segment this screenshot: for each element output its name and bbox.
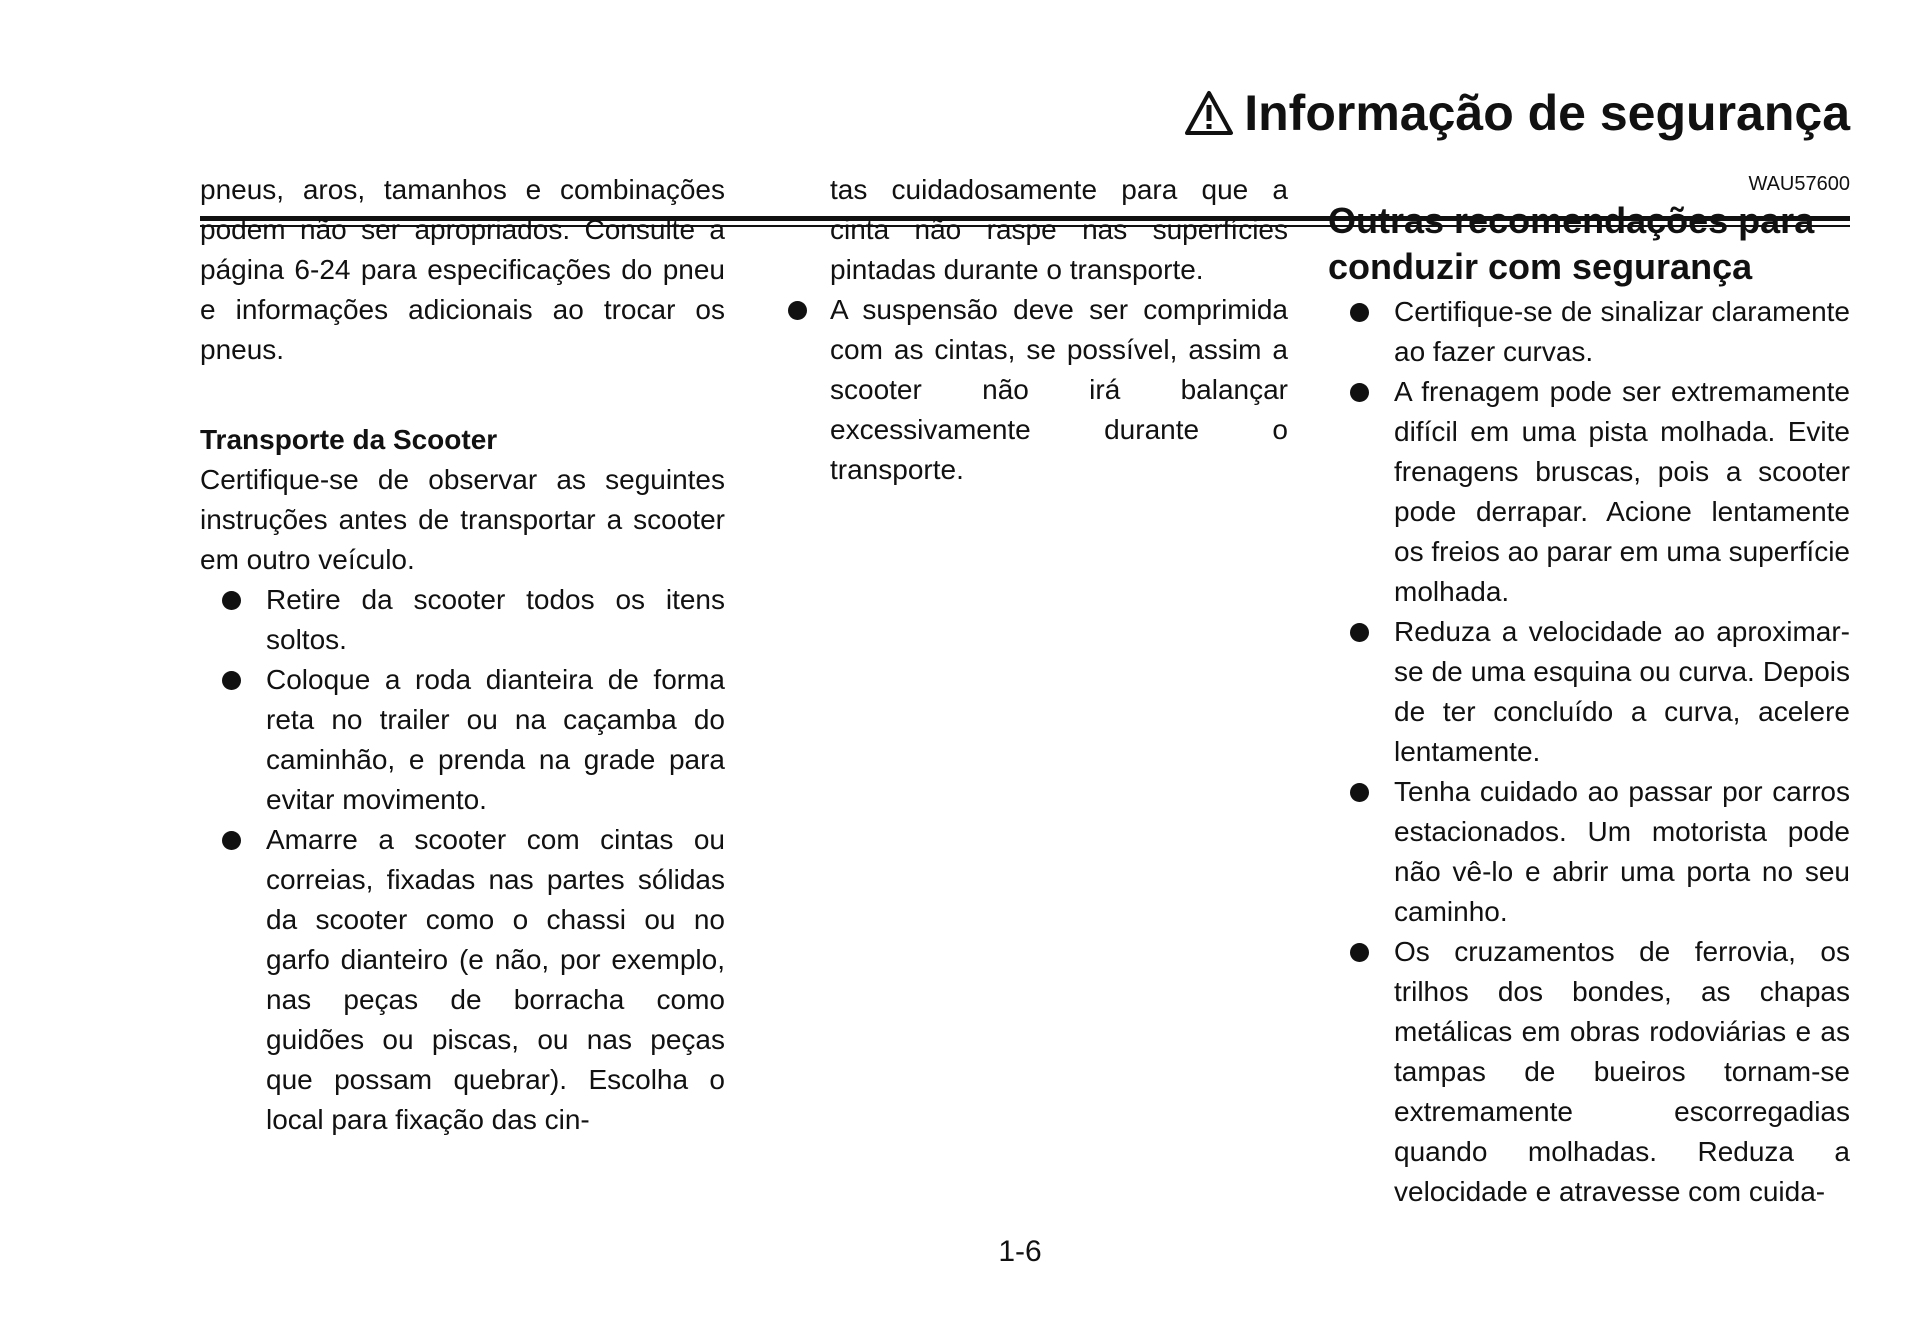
intro-paragraph: pneus, aros, tamanhos e combinações podem não ser apropriados. Consulte a página 6-24 para especificações do pneu e informações adicionais ao trocar os pneus. xyxy=(200,174,725,365)
bullet-icon xyxy=(222,591,241,610)
list-item-text: A suspensão deve ser comprimida com as cintas, se possível, assim a scooter não irá balançar excessivamente durante o transporte. xyxy=(830,294,1288,485)
list-item-text: A frenagem pode ser extremamente difícil em uma pista molhada. Evite frenagens bruscas, pois a scooter pode derrapar. Acione lentamente os freios ao parar em uma superfície molhada. xyxy=(1394,376,1850,607)
list-item xyxy=(1328,772,1850,932)
bullet-icon xyxy=(1350,623,1369,642)
section-gap xyxy=(200,370,725,420)
left-column xyxy=(200,170,725,1140)
right-column xyxy=(1328,170,1850,1212)
bullet-icon xyxy=(222,831,241,850)
transport-paragraph: Certifique-se de observar as seguintes instruções antes de transportar a scooter em outro veículo. xyxy=(200,464,725,575)
list-item xyxy=(200,660,725,820)
list-item xyxy=(830,290,1288,490)
list-item xyxy=(1328,612,1850,772)
page-number: 1-6 xyxy=(998,1235,1042,1268)
page-title-text: Informação de segurança xyxy=(1244,85,1850,141)
suspension-bullet-list xyxy=(830,290,1288,490)
list-item xyxy=(1328,372,1850,612)
list-item-text: Retire da scooter todos os itens soltos. xyxy=(266,584,725,655)
middle-column xyxy=(830,170,1288,490)
transport-subheading: Transporte da Scooter xyxy=(200,424,498,455)
page-title xyxy=(1184,78,1850,148)
list-item xyxy=(1328,932,1850,1212)
list-item-text: Amarre a scooter com cintas ou correias, fixadas nas partes sólidas da scooter como o chassi ou no garfo dianteiro (e não, por exemplo, nas peças de borracha como guidões ou piscas, ou nas peças que possam quebrar). Escolha o local para fixação das cin- xyxy=(266,824,725,1135)
bullet-icon xyxy=(1350,943,1369,962)
page-header xyxy=(200,78,1850,158)
transport-bullet-list xyxy=(200,580,725,1140)
list-item xyxy=(200,580,725,660)
bullet-icon xyxy=(222,671,241,690)
list-item-text: Tenha cuidado ao passar por carros estacionados. Um motorista pode não vê-lo e abrir uma porta no seu caminho. xyxy=(1394,776,1850,927)
section-title: Outras recomendações para conduzir com segurança xyxy=(1328,200,1815,287)
bullet-icon xyxy=(1350,303,1369,322)
list-item-text: Certifique-se de sinalizar claramente ao fazer curvas. xyxy=(1394,296,1850,367)
list-item xyxy=(1328,292,1850,372)
section-code: WAU57600 xyxy=(1748,173,1850,195)
list-item-text: Reduza a velocidade ao aproximar-se de uma esquina ou curva. Depois de ter concluído a curva, acelere lentamente. xyxy=(1394,616,1850,767)
list-item xyxy=(200,820,725,1140)
bullet-icon xyxy=(1350,783,1369,802)
warning-triangle-icon xyxy=(1184,89,1234,137)
list-item-text: Coloque a roda dianteira de forma reta no trailer ou na caçamba do caminhão, e prenda na grade para evitar movimento. xyxy=(266,664,725,815)
bullet-icon xyxy=(1350,383,1369,402)
list-item-text: Os cruzamentos de ferrovia, os trilhos dos bondes, as chapas metálicas em obras rodoviárias e as tampas de bueiros tornam-se extremamente escorregadias quando molhadas. Reduza a velocidade e atravesse com cuida- xyxy=(1394,936,1850,1207)
continuation-paragraph: tas cuidadosamente para que a cinta não raspe nas superfícies pintadas durante o transporte. xyxy=(830,174,1288,285)
bullet-icon xyxy=(788,301,807,320)
safety-bullet-list xyxy=(1328,292,1850,1212)
